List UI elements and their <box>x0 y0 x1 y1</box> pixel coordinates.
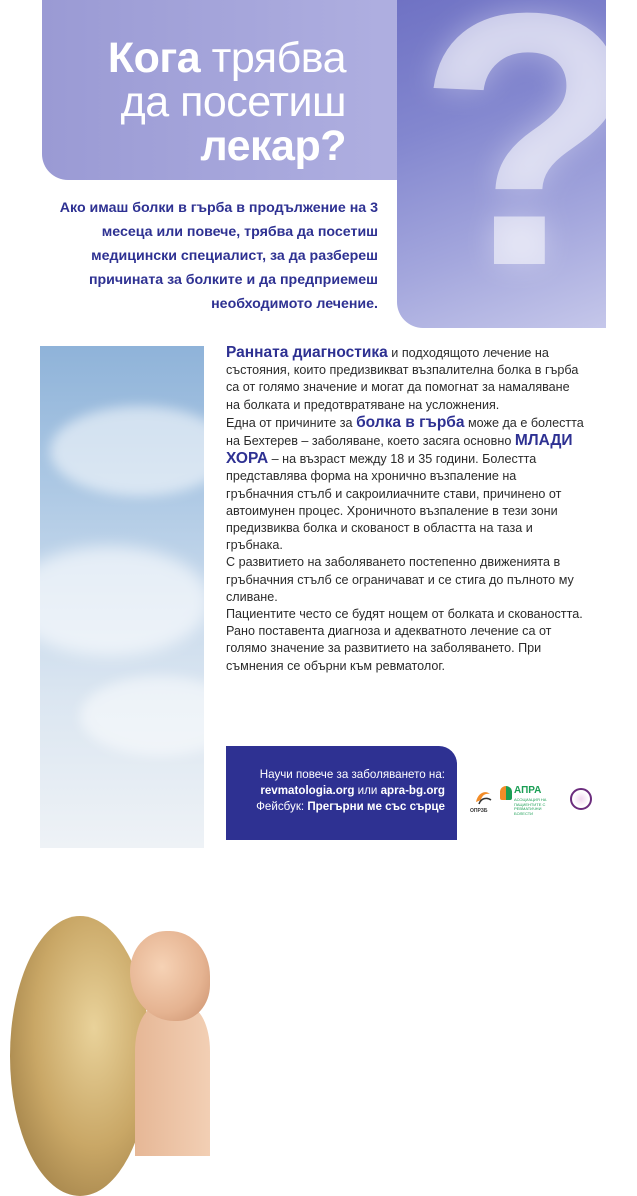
body-paragraph-2 <box>226 414 586 555</box>
link-revmatologia[interactable]: revmatologia.org <box>260 784 355 797</box>
opp-logo <box>472 786 494 814</box>
cloud-shape <box>10 546 210 656</box>
body-paragraph-4: Пациентите често се будят нощем от болката и сковаността. Рано поставента диагноза и адекватното лечение са от голямо значение за развитието на заболяването. При съмнения се обърни към ревматолог. <box>226 607 583 673</box>
highlight-young-people: МЛАДИ ХОРА <box>226 432 573 468</box>
footer-or: или <box>354 784 381 797</box>
title-line3: лекар? <box>200 122 346 170</box>
title-bold-word: Кога <box>107 34 201 82</box>
body-paragraph-1 <box>226 344 586 414</box>
partner-logos <box>472 782 602 818</box>
title-line1-rest: трябва <box>200 34 346 82</box>
woman-sky-photo <box>40 346 204 848</box>
info-footer-box <box>226 746 457 840</box>
footer-sites <box>234 783 445 799</box>
lead-paragraph: Ако имаш болки в гърба в продължение на 3 месеца или повече, трябва да посетиш медицински специалист, за да разбереш причината за болките и да предприемеш необходимото лечение. <box>59 200 378 312</box>
cloud-shape <box>50 406 230 496</box>
apra-logo-text: АПРА <box>514 785 542 796</box>
body-text <box>226 344 586 675</box>
facebook-page-link[interactable]: Прегърни ме със сърце <box>307 800 445 813</box>
apra-mark-icon <box>500 786 512 800</box>
body-p2-end: – на възраст между 18 и 35 години. Болестта представлява форма на хронично възпаление на гръбначния стълб и сакроилиачните стави, причинено от автоимунен процес. Хроничното възпаление в тези зони предизвиква болка и скованост в областта на таза и гръбнака. <box>226 452 562 553</box>
title-line2: да посетиш <box>120 78 346 126</box>
facebook-label: Фейсбук: <box>256 800 308 813</box>
highlight-back-pain: болка в гърба <box>356 413 465 431</box>
body-p2-start: Една от причините за <box>226 415 357 430</box>
question-mark-panel <box>397 0 637 341</box>
neck-shape <box>135 1006 210 1156</box>
opp-logo-text: ОПРЗБ <box>470 808 488 814</box>
body-p1-text: и подходящото лечение на състояния, които предизвикват възпалителна болка в гърба са от голямо значение и могат да помогнат за намаляване на болката и предотвратяване на усложнения. <box>226 346 579 412</box>
link-apra[interactable]: apra-bg.org <box>380 784 445 797</box>
apra-logo-subtext: АСОЦИАЦИЯ НА ПАЦИЕНТИТЕ С РЕВМАТИЧНИ БОЛЕСТИ <box>514 797 547 816</box>
body-p2-mid: може да е болестта на Бехтерев – заболяване, което засяга основно <box>226 415 584 449</box>
footer-learn-more: Научи повече за заболяването на: <box>259 768 445 781</box>
page-title <box>108 36 346 168</box>
body-paragraph-3: С развитието на заболяването постепенно движенията в гръбначния стълб се ограничават и се стига до пълното му сливане. <box>226 555 574 604</box>
apra-logo <box>500 784 560 816</box>
highlight-early-diagnosis: Ранната диагностика <box>226 344 388 361</box>
footer-facebook <box>234 799 445 815</box>
circle-emblem-icon <box>570 788 592 810</box>
cloud-shape <box>80 676 240 756</box>
question-mark-icon: ? <box>417 0 637 341</box>
opp-logo-icon <box>472 786 494 808</box>
hair-shape <box>10 916 150 1196</box>
